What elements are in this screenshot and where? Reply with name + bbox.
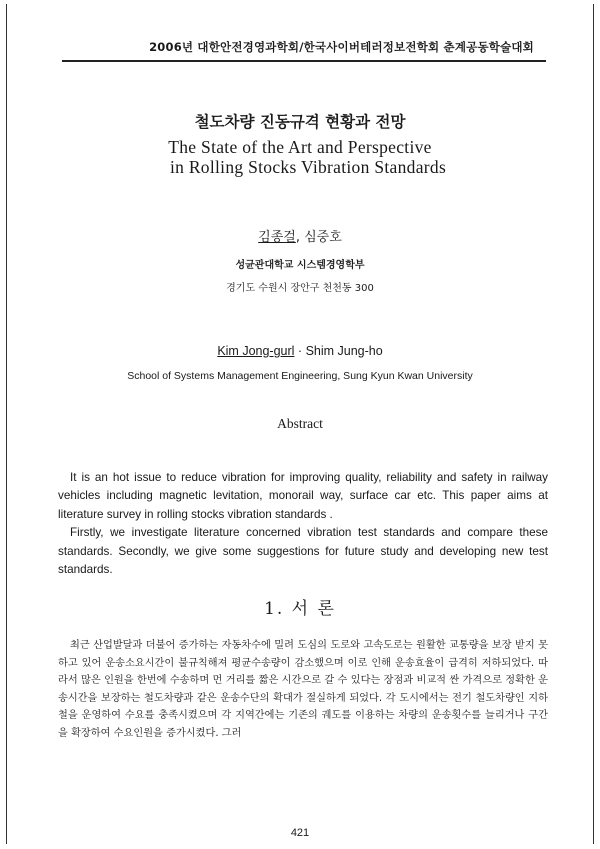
author-en-first: Kim Jong-gurl xyxy=(217,344,295,358)
body-text xyxy=(58,637,548,743)
authors-korean xyxy=(0,226,600,245)
title-english-line-1: The State of the Art and Perspective xyxy=(168,137,432,157)
title-english-line-2: in Rolling Stocks Vibration Standards xyxy=(169,157,447,177)
title-korean: 철도차량 진동규격 현황과 전망 xyxy=(194,112,406,131)
section-heading: 1. 서 론 xyxy=(264,599,336,619)
author-ko-first: 김종걸 xyxy=(258,230,296,245)
header-rule xyxy=(62,60,546,62)
running-header: 2006년 대한안전경영과학회/한국사이버테러정보전학회 춘계공동학술대회 xyxy=(149,40,534,54)
author-ko-separator: , xyxy=(295,230,305,245)
affiliation-korean: 성균관대학교 시스템경영학부 xyxy=(235,260,365,271)
address-korean: 경기도 수원시 장안구 천천동 300 xyxy=(226,283,374,294)
page-number: 421 xyxy=(290,827,310,839)
abstract-body xyxy=(58,469,548,579)
abstract-paragraph: It is an hot issue to reduce vibration for improving quality, reliability and safety in railway vehicles including magnetic levitation, monorail way, surface car etc. This paper aims at literature survey in rolling stocks vibration standards . xyxy=(58,471,548,521)
author-en-second: Shim Jung-ho xyxy=(305,344,383,358)
authors-english xyxy=(0,344,600,358)
body-paragraph: 최근 산업발달과 더불어 증가하는 자동차수에 밀려 도심의 도로와 고속도로는 원활한 교통량을 보장 받지 못하고 있어 운송소요시간이 불규칙해져 평균수송량이 감소했으며 이로 인해 운송효율이 급격히 저하되었다. 따라서 많은 인원을 한번에 수송하며 먼 거리를 짧은 시간으로 갈 수 있다는 장점과 비교적 싼 가격으로 정확한 운송시간을 보장하는 철도차량과 같은 운송수단의 확대가 절실하게 되었다. 각 도시에서는 전기 철도차량인 지하철을 운영하여 수요를 충족시켰으며 각 지역간에는 기존의 궤도를 이용하는 차량의 운송횟수를 늘리거나 구간을 확장하여 수요인원을 증가시켰다. 그러 xyxy=(58,640,548,739)
abstract-heading: Abstract xyxy=(277,416,323,431)
author-en-separator: · xyxy=(294,344,303,358)
author-ko-second: 심중호 xyxy=(304,230,342,245)
affiliation-english: School of Systems Management Engineering, Sung Kyun Kwan University xyxy=(127,370,473,382)
abstract-paragraph: Firstly, we investigate literature concerned vibration test standards and compare these standards. Secondly, we give some suggestions for future study and developing new test standards. xyxy=(58,526,548,577)
